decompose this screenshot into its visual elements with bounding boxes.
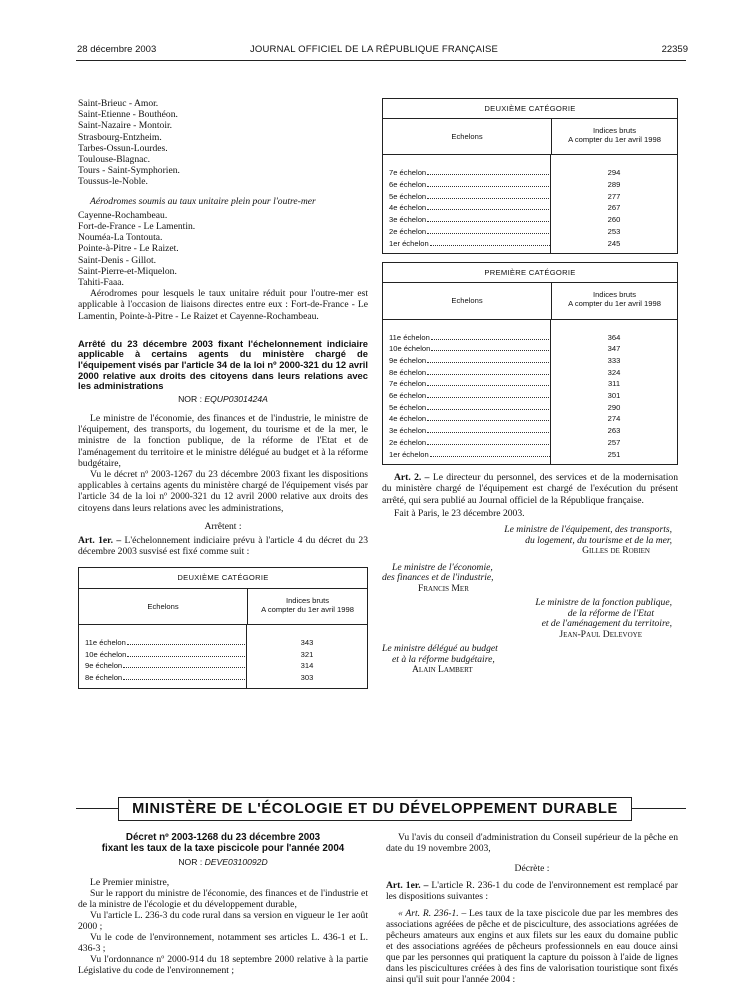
table-row-echelon — [85, 649, 246, 661]
aerodrome-outre-mer-item: Fort-de-France - Le Lamentin. — [78, 221, 196, 233]
aerodrome-item: Strasbourg-Entzheim. — [78, 131, 162, 143]
dot-leader — [427, 355, 550, 363]
indice-value: 294 — [607, 168, 621, 178]
echelon-label: 6e échelon — [389, 180, 427, 190]
indice-value: 277 — [607, 191, 621, 201]
aerodrome-list-1 — [78, 98, 368, 188]
aerodrome-outre-mer-item: Saint-Denis - Gillot. — [78, 254, 157, 266]
table-row-echelon — [389, 355, 550, 367]
table-row-echelon — [389, 332, 550, 344]
echelon-label: 4e échelon — [389, 203, 427, 213]
aerodrome-item: Tours - Saint-Symphorien. — [78, 165, 180, 177]
aerodrome-item: Saint-Brieuc - Amor. — [78, 98, 159, 109]
indice-value: 263 — [607, 426, 621, 436]
indice-value: 324 — [607, 367, 621, 377]
dot-leader — [427, 214, 550, 222]
table-header-row — [383, 283, 677, 319]
table-row-echelon — [389, 238, 550, 250]
fait-a-paris: Fait à Paris, le 23 décembre 2003. — [394, 507, 525, 519]
nor-code: EQUP0301424A — [204, 393, 268, 404]
aerodrome-item: Tarbes-Ossun-Lourdes. — [78, 142, 168, 154]
dot-leader — [427, 390, 550, 398]
echelon-label: 9e échelon — [389, 356, 427, 365]
outre-mer-heading: Aérodromes soumis au taux unitaire plein pour l'outre-mer — [90, 195, 316, 207]
table-row-echelon — [389, 191, 550, 203]
indice-value: 343 — [300, 637, 314, 647]
right-column — [382, 98, 678, 676]
table-row-echelon — [85, 637, 246, 649]
arrete-nor — [78, 394, 368, 405]
table-header-row — [383, 119, 677, 155]
decret-art1 — [386, 880, 678, 902]
table-row-echelon — [389, 402, 550, 414]
decret-p1: Le Premier ministre, — [90, 877, 170, 888]
table-row-echelon — [85, 660, 246, 672]
indice-value: 260 — [607, 215, 621, 225]
header-indices-line2: A compter du 1er avril 1998 — [568, 299, 661, 309]
echelon-label: 4e échelon — [389, 414, 427, 424]
art2-label: Art. 2. – — [394, 472, 430, 484]
aerodrome-outre-mer-item: Tahiti-Faaa. — [78, 277, 124, 289]
left-column — [78, 98, 368, 689]
indice-value: 321 — [300, 649, 314, 659]
aerodrome-outre-mer-item: Pointe-à-Pitre - Le Raizet. — [78, 243, 179, 255]
decrete: Décrète : — [514, 863, 550, 874]
aerodrome-item: Saint-Etienne - Bouthéon. — [78, 109, 178, 121]
table-category: DEUXIÈME CATÉGORIE — [79, 568, 367, 588]
art1-label: Art. 1er. – — [78, 535, 122, 547]
sig3-name: Jean-Paul Delevoye — [559, 628, 642, 640]
dot-leader — [427, 202, 550, 210]
header-indices-line2: A compter du 1er avril 1998 — [261, 604, 354, 614]
table-row-echelon — [389, 202, 550, 214]
sig1-line2: du logement, du tourisme et de la mer, — [525, 534, 672, 546]
echelon-label: 7e échelon — [389, 379, 427, 389]
ministry-section-heading: MINISTÈRE DE L'ÉCOLOGIE ET DU DÉVELOPPEMENT DURABLE — [118, 797, 632, 821]
echelon-label: 10e échelon — [85, 649, 127, 659]
aerodrome-outre-mer-item: Cayenne-Rochambeau. — [78, 209, 168, 221]
indice-value: 303 — [300, 672, 314, 682]
echelon-label: 11e échelon — [85, 637, 126, 647]
reduced-rate-paragraph: Aérodromes pour lesquels le taux unitaire réduit pour l'outre-mer est applicable à l'occasion de liaisons directes entre eux : Fort-de-France - Le Lamentin, Pointe-à-Pitre - Le Raizet et Cayenne-Rochambeau. — [78, 288, 368, 322]
dot-leader — [427, 367, 550, 375]
decret-nor — [78, 857, 368, 868]
sig3-line3: et de l'aménagement du territoire, — [541, 618, 672, 629]
left-table-deuxieme — [78, 567, 368, 688]
decret-title — [78, 832, 368, 854]
decret-title-line1: Décret nº 2003-1268 du 23 décembre 2003 — [125, 832, 321, 843]
header-echelons: Echelons — [79, 589, 248, 624]
sig4-line2: et à la réforme budgétaire, — [392, 653, 495, 665]
table-row-echelon — [389, 343, 550, 355]
dot-leader — [427, 413, 550, 421]
indice-value: 311 — [607, 379, 621, 389]
table-row-echelon — [389, 226, 550, 238]
table-row-echelon — [389, 367, 550, 379]
decret-art1-label: Art. 1er. – — [386, 880, 429, 891]
decret-p2: Sur le rapport du ministre de l'économie, des finances et de l'industrie et de la ministre de l'écologie et du développement durable, — [78, 888, 368, 910]
arrete-art2 — [382, 472, 678, 506]
dot-leader — [427, 167, 550, 175]
arrete-art1 — [78, 535, 368, 557]
indice-value: 314 — [300, 661, 314, 671]
echelon-label: 6e échelon — [389, 391, 427, 401]
art1-text: L'échelonnement indiciaire prévu à l'article 4 du décret du 23 décembre 2003 susvisé est fixé comme suit : — [78, 535, 368, 558]
sig3-line2: de la réforme de l'Etat — [567, 607, 654, 619]
header-indices-line2: A compter du 1er avril 1998 — [568, 135, 661, 145]
dot-leader — [427, 191, 550, 199]
decret-nor-code: DEVE0310092D — [204, 857, 268, 867]
indice-value: 253 — [607, 226, 621, 236]
aerodrome-item: Toulouse-Blagnac. — [78, 154, 151, 166]
nor-label: NOR : — [178, 393, 205, 404]
indice-value: 301 — [607, 391, 621, 401]
header-rule — [76, 60, 686, 61]
header-indices-line1: Indices bruts — [285, 595, 330, 605]
table-row-echelon — [389, 378, 550, 390]
echelon-label: 3e échelon — [389, 215, 427, 225]
aerodrome-outre-mer-item: Saint-Pierre-et-Miquelon. — [78, 265, 177, 277]
table-row-echelon — [389, 167, 550, 179]
indice-value: 333 — [607, 356, 621, 365]
header-echelons: Echelons — [383, 119, 552, 154]
dot-leader — [427, 226, 550, 234]
r236-label: « Art. R. 236-1. – — [398, 908, 467, 919]
header-indices-line1: Indices bruts — [592, 290, 637, 300]
dot-leader — [123, 660, 246, 668]
sig1-name: Gilles de Robien — [582, 545, 650, 556]
indice-value: 257 — [607, 437, 621, 447]
decret-art1-text: L'article R. 236-1 du code de l'environnement est remplacé par les dispositions suivantes : — [386, 880, 678, 902]
dot-leader — [431, 343, 550, 351]
decret-r1: Vu l'avis du conseil d'administration du Conseil supérieur de la pêche en date du 19 novembre 2003, — [386, 832, 678, 854]
arretent: Arrêtent : — [204, 520, 242, 532]
decret-title-line2: fixant les taux de la taxe piscicole pour l'année 2004 — [101, 843, 345, 854]
header-indices — [552, 119, 677, 154]
sig2-name: Francis Mer — [418, 582, 469, 594]
echelon-label: 3e échelon — [389, 426, 427, 436]
header-indices — [248, 589, 367, 624]
signature-budget — [382, 644, 678, 676]
table-category: PREMIÈRE CATÉGORIE — [383, 263, 677, 283]
echelon-label: 8e échelon — [389, 367, 427, 377]
echelon-label: 1er échelon — [389, 449, 429, 459]
dot-leader — [430, 238, 550, 246]
indice-value: 274 — [607, 414, 621, 424]
echelon-label: 8e échelon — [85, 672, 123, 682]
indice-value: 251 — [607, 449, 621, 459]
dot-leader — [123, 672, 246, 680]
echelon-label: 5e échelon — [389, 191, 427, 201]
sig2-line1: Le ministre de l'économie, — [392, 561, 493, 573]
dot-leader — [427, 402, 550, 410]
table-header-row — [79, 589, 367, 625]
decret-nor-label: NOR : — [178, 857, 205, 867]
table-row-echelon — [389, 413, 550, 425]
aerodrome-item: Toussus-le-Noble. — [78, 176, 148, 188]
table-row-echelon — [389, 449, 550, 461]
header-echelons: Echelons — [383, 283, 552, 318]
decret-r236 — [386, 908, 678, 985]
decret-p5: Vu l'ordonnance nº 2000-914 du 18 septembre 2000 relative à la partie Législative du code de l'environnement ; — [78, 954, 368, 976]
indice-value: 289 — [607, 180, 621, 190]
aerodrome-list-2 — [78, 210, 368, 288]
header-indices — [552, 283, 677, 318]
dot-leader — [127, 637, 246, 645]
header-journal-title: JOURNAL OFFICIEL DE LA RÉPUBLIQUE FRANÇAISE — [249, 44, 499, 55]
dot-leader — [431, 332, 550, 340]
right-table-deuxieme — [382, 98, 678, 254]
header-indices-line1: Indices bruts — [592, 126, 637, 136]
indice-value: 347 — [607, 344, 621, 354]
indice-value: 290 — [607, 402, 621, 412]
right-table-premiere — [382, 262, 678, 465]
dot-leader — [430, 449, 550, 457]
sig2-line2: des finances et de l'industrie, — [382, 572, 494, 583]
table-category: DEUXIÈME CATÉGORIE — [383, 99, 677, 119]
arrete-vu: Vu le décret nº 2003-1267 du 23 décembre 2003 fixant les dispositions applicables à certains agents du ministère chargé de l'équipement visés par l'article 34 de la loi nº 2000-321 du 12 avril 2000 relative aux droits des citoyens dans leurs relations avec les administrations, — [78, 469, 368, 514]
sig1-line1: Le ministre de l'équipement, des transports, — [504, 524, 672, 535]
table-row-echelon — [389, 390, 550, 402]
aerodrome-item: Saint-Nazaire - Montoir. — [78, 120, 173, 132]
aerodrome-outre-mer-item: Nouméa-La Tontouta. — [78, 232, 163, 244]
decret-left-column — [78, 832, 368, 976]
decret-p4: Vu le code de l'environnement, notamment ses articles L. 436-1 et L. 436-3 ; — [78, 932, 368, 954]
echelon-label: 1er échelon — [389, 238, 429, 248]
arrete-title: Arrêté du 23 décembre 2003 fixant l'échelonnement indiciaire applicable à certains agents du ministère chargé de l'équipement visés par l'article 34 de la loi nº 2000-321 du 12 avril 2000 relative aux droits des citoyens dans leurs relations avec les administrations — [78, 337, 368, 392]
header-date: 28 décembre 2003 — [77, 44, 157, 55]
table-row-echelon — [389, 179, 550, 191]
header-page-number: 22359 — [661, 44, 688, 55]
table-row-echelon — [389, 214, 550, 226]
sig4-line1: Le ministre délégué au budget — [382, 643, 498, 654]
table-row-echelon — [389, 425, 550, 437]
dot-leader — [127, 649, 246, 657]
dot-leader — [427, 437, 550, 445]
echelon-label: 11e échelon — [389, 332, 430, 342]
sig3-line1: Le ministre de la fonction publique, — [535, 597, 672, 608]
art2-text: Le directeur du personnel, des services et de la modernisation du ministère chargé de l'équipement est chargé de l'exécution du présent arrêté, qui sera publié au Journal officiel de la République française. — [382, 472, 678, 506]
echelon-label: 2e échelon — [389, 437, 427, 447]
arrete-preamble: Le ministre de l'économie, des finances et de l'industrie, le ministre de l'équipement, des transports, du logement, du tourisme et de la mer, le ministre de la fonction publique, de la réforme de l'Etat et de l'aménagement du territoire et le ministre délégué au budget et à la réforme budgétaire, — [78, 413, 368, 469]
decret-right-column — [386, 832, 678, 985]
echelon-label: 2e échelon — [389, 226, 427, 236]
indice-value: 267 — [607, 203, 621, 213]
decret-p3: Vu l'article L. 236-3 du code rural dans sa version en vigueur le 1er août 2000 ; — [78, 910, 368, 932]
echelon-label: 5e échelon — [389, 402, 427, 412]
signature-economie — [382, 563, 678, 595]
table-row-echelon — [389, 437, 550, 449]
page-header — [0, 44, 748, 58]
signature-fonction-publique — [382, 598, 678, 640]
echelon-label: 9e échelon — [85, 661, 123, 671]
sig4-name: Alain Lambert — [412, 664, 473, 675]
echelon-label: 10e échelon — [389, 344, 431, 354]
indice-value: 364 — [607, 332, 621, 342]
signature-equipement — [382, 525, 678, 557]
echelon-label: 7e échelon — [389, 168, 427, 178]
r236-text: Les taux de la taxe piscicole due par les membres des associations agréées de pêche et de pisciculture, des associations agréées de pêcheurs amateurs aux engins et aux filets sur les eaux du domaine public et des associations agréées de pêcheurs professionnels en eau douce ainsi que par les personnes qui pratiquent la capture du poisson à l'aide de lignes dans les piscicultures créées à des fins de valorisation touristique sont fixés ainsi qu'il suit pour l'année 2004 : — [386, 908, 678, 985]
table-row-echelon — [85, 672, 246, 684]
dot-leader — [427, 425, 550, 433]
indice-value: 245 — [607, 238, 621, 248]
dot-leader — [427, 378, 550, 386]
dot-leader — [427, 179, 550, 187]
